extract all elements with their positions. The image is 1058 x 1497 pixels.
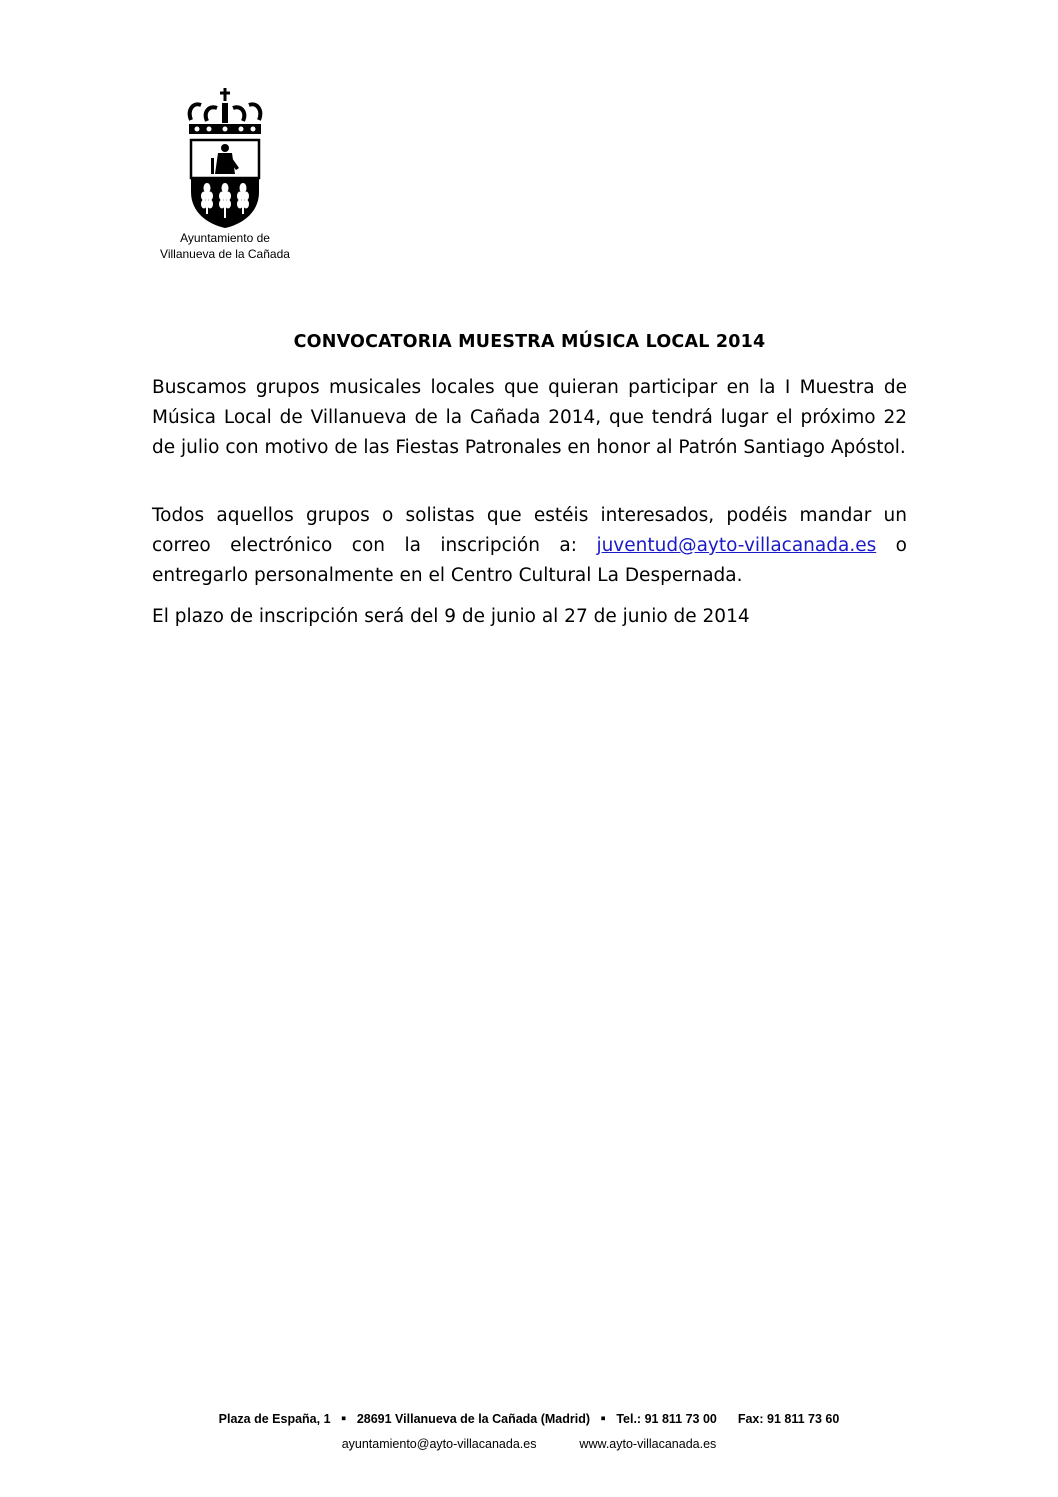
footer-website[interactable]: www.ayto-villacanada.es <box>579 1437 717 1451</box>
paragraph-deadline: El plazo de inscripción será del 9 de junio al 27 de junio de 2014 <box>152 606 750 627</box>
paragraph-intro: Buscamos grupos musicales locales que quieran participar en la I Muestra de Música Local de Villanueva de la Cañada 2014, que tendrá lugar el próximo 22 de julio con motivo de las Fiestas Patronales en honor al Patrón Santiago Apóstol. <box>152 377 907 458</box>
document-title: CONVOCATORIA MUESTRA MÚSICA LOCAL 2014 <box>293 332 766 352</box>
paragraph-registration-text-after: o entregarlo personalmente en el Centro Cultural La Despernada. <box>152 535 908 586</box>
paragraph-registration-text-before: Todos aquellos grupos o solistas que estéis interesados, podéis mandar un correo electrónico con la inscripción a: <box>152 505 907 556</box>
separator-icon: ▪ <box>600 1410 606 1427</box>
municipal-coat-of-arms-icon <box>185 88 265 230</box>
youth-email-link[interactable]: juventud@ayto-villacanada.es <box>596 535 877 556</box>
footer-address: Plaza de España, 1 <box>218 1412 331 1426</box>
separator-icon: ▪ <box>341 1410 347 1427</box>
footer-web-line <box>0 1437 1058 1451</box>
footer-contact-line <box>0 1410 1058 1427</box>
footer-phone: Tel.: 91 811 73 00 <box>616 1412 717 1426</box>
organization-name <box>140 230 310 262</box>
organization-name-line1: Ayuntamiento de <box>180 231 270 245</box>
footer-email[interactable]: ayuntamiento@ayto-villacanada.es <box>341 1437 537 1451</box>
paragraph-registration <box>152 501 907 591</box>
organization-name-line2: Villanueva de la Cañada <box>160 247 290 261</box>
footer-postal: 28691 Villanueva de la Cañada (Madrid) <box>356 1412 591 1426</box>
footer-fax: Fax: 91 811 73 60 <box>737 1412 840 1426</box>
